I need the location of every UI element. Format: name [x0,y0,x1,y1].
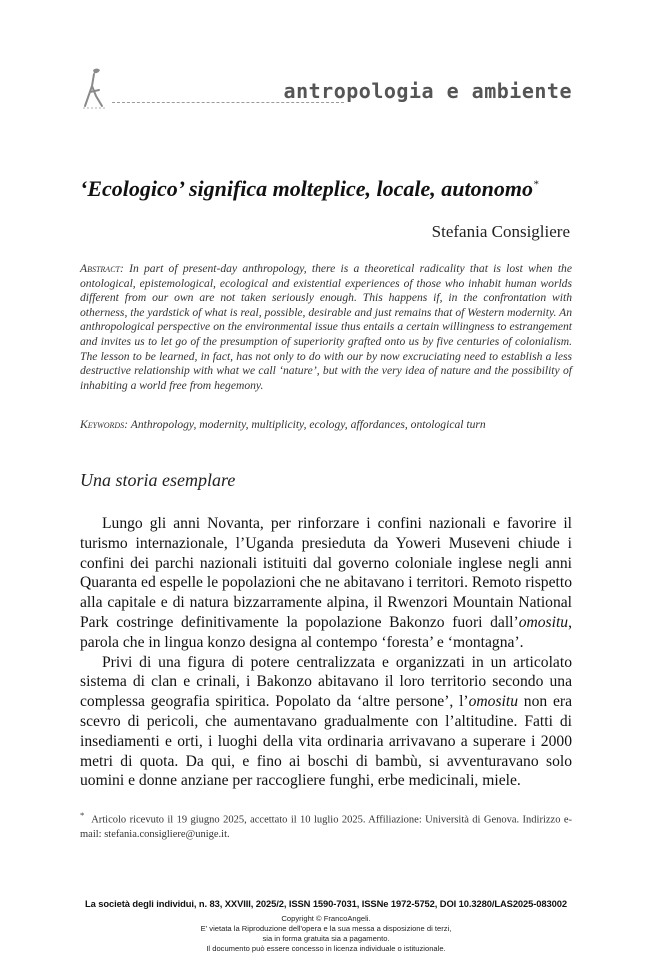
copyright-line: E' vietata la Riproduzione dell'opera e la sua messa a disposizione di terzi, [200,924,452,933]
italic-term: omositu [468,693,518,711]
footnote-marker: * [80,810,85,820]
abstract [80,262,572,393]
article-title [80,176,580,202]
abstract-label: Abstract: [80,262,124,275]
copyright-line: Il documento può essere concesso in licenza individuale o istituzionale. [206,944,446,953]
keywords [80,418,572,433]
footnote-text: Articolo ricevuto il 19 giugno 2025, accettato il 10 luglio 2025. Affiliazione: Università di Genova. Indirizzo e-mail: stefania.consigliere@unige.it. [80,814,573,840]
body-paragraph [80,653,572,792]
copyright-line: Copyright © FrancoAngeli. [281,914,371,923]
paragraph-text: , parola che in lingua konzo designa al contempo ‘foresta’ e ‘montagna’. [80,613,572,651]
body-paragraph [80,514,572,653]
italic-term: omositu [518,613,569,631]
keywords-text: Anthropology, modernity, multiplicity, ecology, affordances, ontological turn [130,418,486,431]
abstract-text: In part of present-day anthropology, there is a theoretical radicality that is lost when the ontological, epistemological, ecological and existential experiences of those who inhabit human worlds different from our own are not taken seriously enough. This happens if, in the confrontation with otherness, the yardstick of what is real, possible, desirable and just remains that of Western modernity. An anthropological perspective on the environmental issue thus entails a certain willingness to estrangement and invites us to let go of the presumption of superiority grafted onto us by five centuries of colonialism. The lesson to be learned, in fact, has not only to do with our by now excruciating need to establish a less destructive relationship with what we call ‘nature’, but with the very idea of nature and the possibility of inhabiting a world free from hegemony. [80,262,572,392]
body-text [80,514,572,791]
paragraph-text: Privi di una figura di potere centralizzata e organizzati in un articolato sistema di clan e crinali, i Bakonzo abitavano il loro territorio secondo una complessa geografia spiritica. Popolato da ‘altre persone’, l’ [80,653,572,711]
article-title-text: ‘Ecologico’ significa molteplice, locale, autonomo [80,176,533,201]
keywords-label: Keywords: [80,418,129,431]
title-footnote-marker: * [532,178,539,191]
footnote [80,808,572,842]
section-heading: Una storia esemplare [80,470,236,490]
paragraph-text: Lungo gli anni Novanta, per rinforzare i confini nazionali e favorire il turismo internazionale, l’Uganda presieduta da Yoweri Museveni chiude i confini dei parchi nazionali istituiti dal governo coloniale inglese negli anni Quaranta ed espelle le popolazioni che ne abitavano i territori. Remoto rispetto alla capitale e di natura bizzarramente alpina, il Rwenzori Mountain National Park costringe definitivamente la popolazione Bakonzo fuori dall’ [80,515,572,631]
journal-logo-icon [80,66,110,110]
paragraph-text: non era scevro di pericoli, che aumentavano gradualmente con l’altitudine. Fatti di insediamenti e orti, i luoghi della vita ordinaria arrivavano a superare i 2000 metri di quota. Da qui, e fino ai boschi di bambù, si avventuravano solo uomini e donne anziane per raccogliere funghi, erbe medicinali, miele. [80,693,572,790]
copyright-line: sia in forma gratuita sia a pagamento. [262,934,390,943]
copyright-notice [80,914,572,954]
journal-section-name: antropologia e ambiente [283,79,572,103]
citation-line: La società degli individui, n. 83, XXVIII, 2025/2, ISSN 1590-7031, ISSNe 1972-5752, DOI 10.3280/LAS2025-083002 [85,898,567,909]
article-author: Stefania Consigliere [431,222,570,241]
running-header [80,66,572,110]
